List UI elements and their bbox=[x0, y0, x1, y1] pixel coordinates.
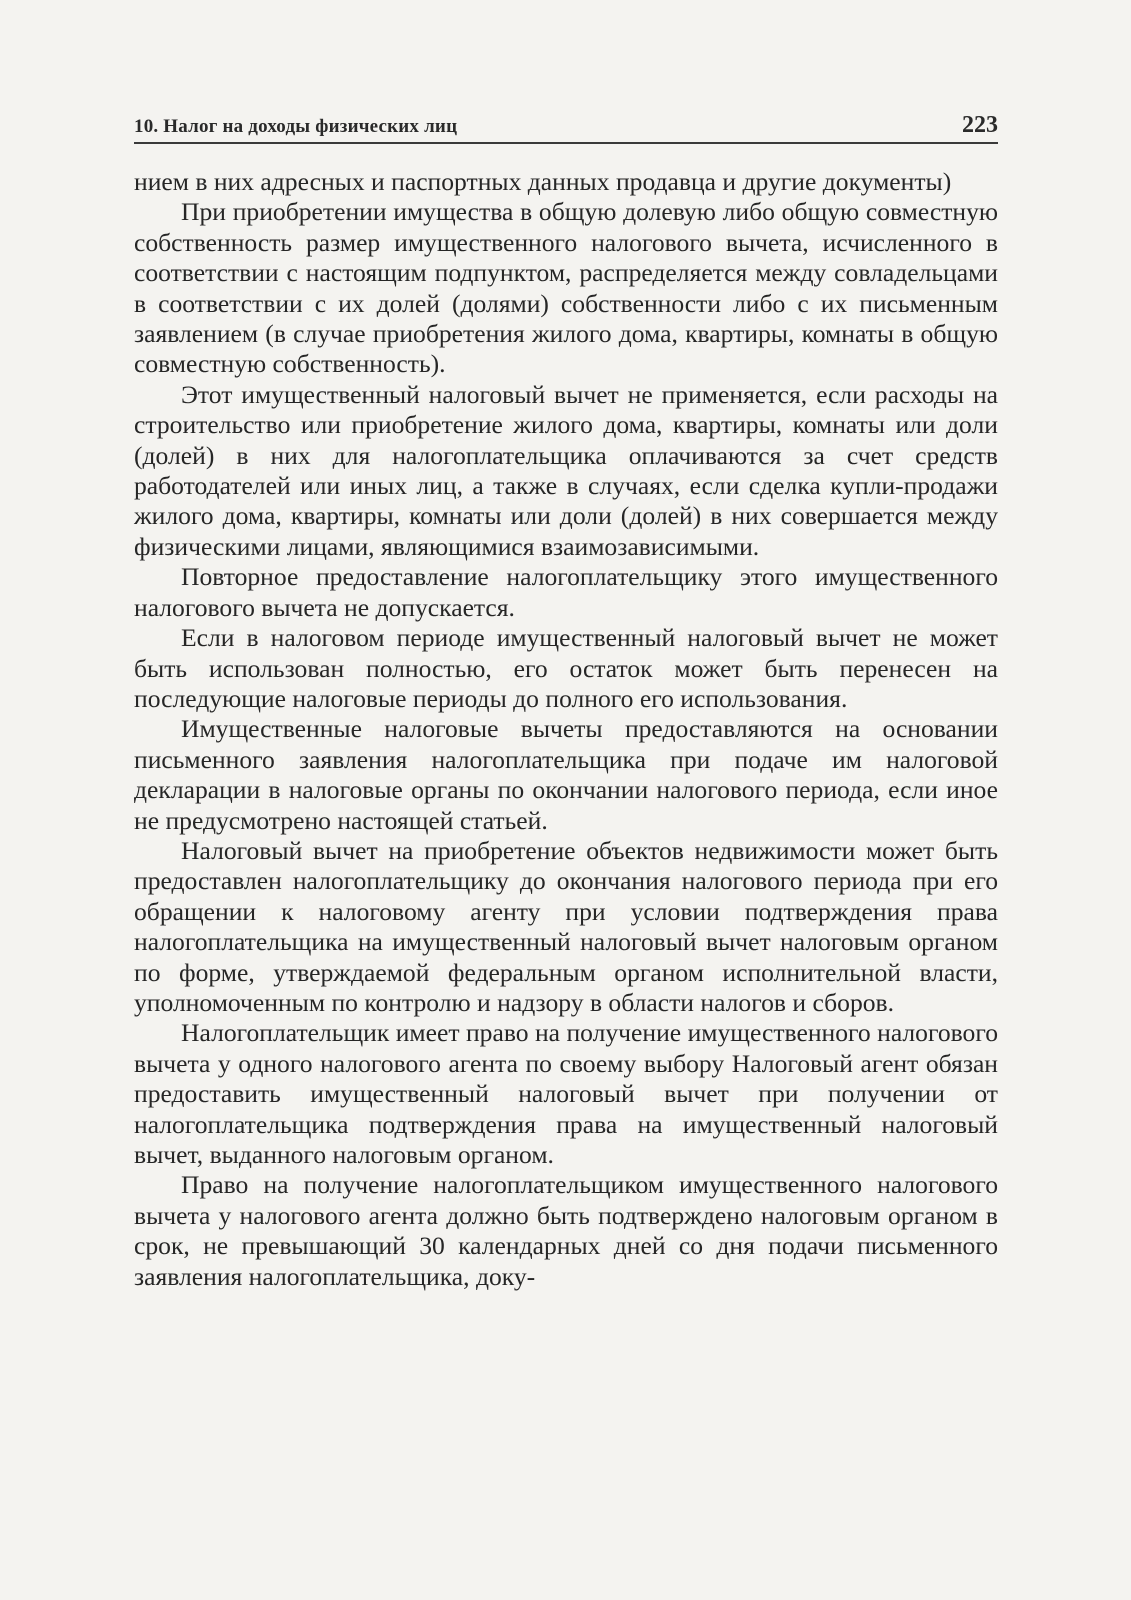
paragraph: Налогоплательщик имеет право на получение имущественного налогового вычета у одного налогового агента по своему выбору Налоговый агент обязан предоставить имущественный налоговый вычет при получении от налогоплательщика подтверждения права на имущественный налоговый вычет, выданного налоговым органом. bbox=[134, 1018, 998, 1169]
paragraph: Налоговый вычет на приобретение объектов недвижимости может быть предоставлен налогоплательщику до окончания налогового периода при его обращении к налоговому агенту при условии подтверждения права налогоплательщика на имущественный налоговый вычет налоговым органом по форме, утверждаемой федеральным органом исполнительной власти, уполномоченным по контролю и надзору в области налогов и сборов. bbox=[134, 835, 998, 1017]
paragraph: Право на получение налогоплательщиком имущественного налогового вычета у налогового агента должно быть подтверждено налоговым органом в срок, не превышающий 30 календарных дней со дня подачи письменного заявления налогоплательщика, доку- bbox=[134, 1170, 998, 1291]
running-head bbox=[134, 108, 998, 144]
paragraph-continuation: нием в них адресных и паспортных данных продавца и другие документы) bbox=[134, 167, 952, 196]
paragraph: Этот имущественный налоговый вычет не применяется, если расходы на строительство или приобретение жилого дома, квартиры, комнаты или доли (долей) в них для налогоплательщика оплачиваются за счет средств работодателей или иных лиц, а также в случаях, если сделка купли-продажи жилого дома, квартиры, комнаты или доли (долей) в них совершается между физическими лицами, являющимися взаимозависимыми. bbox=[134, 379, 998, 561]
page-number: 223 bbox=[962, 112, 998, 138]
running-title: 10. Налог на доходы физических лиц bbox=[134, 116, 458, 137]
paragraph: Повторное предоставление налогоплательщику этого имущественного налогового вычета не допускается. bbox=[134, 562, 998, 622]
paragraph: При приобретении имущества в общую долевую либо общую совместную собственность размер имущественного налогового вычета, исчисленного в соответствии с настоящим подпунктом, распределяется между совладельцами в соответствии с их долей (долями) собственности либо с их письменным заявлением (в случае приобретения жилого дома, квартиры, комнаты в общую совместную собственность). bbox=[134, 197, 998, 379]
paragraph: Если в налоговом периоде имущественный налоговый вычет не может быть использован полностью, его остаток может быть перенесен на последующие налоговые периоды до полного его использования. bbox=[134, 623, 998, 713]
paragraph: Имущественные налоговые вычеты предоставляются на основании письменного заявления налогоплательщика при подаче им налоговой декларации в налоговые органы по окончании налогового периода, если иное не предусмотрено настоящей статьей. bbox=[134, 714, 998, 835]
body-text bbox=[134, 167, 998, 1292]
